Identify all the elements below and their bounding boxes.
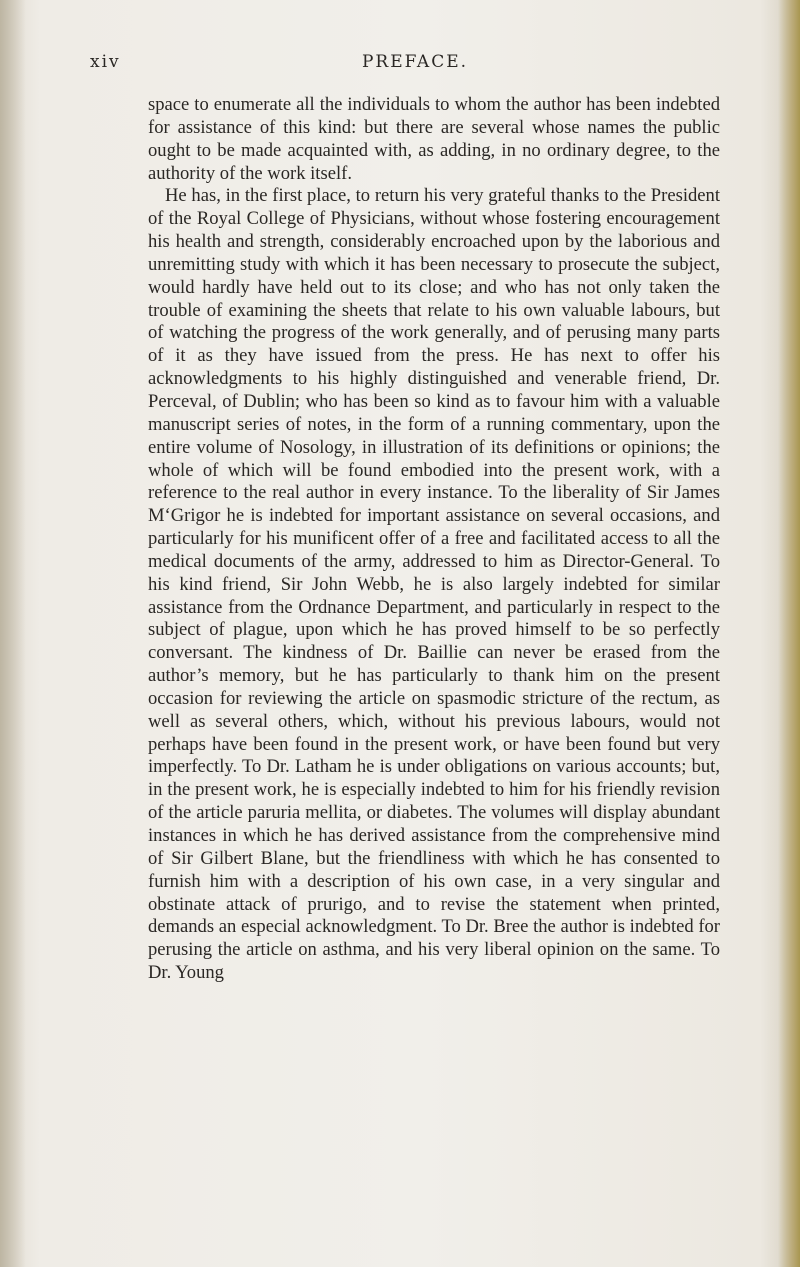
paragraph-acknowledgments: He has, in the first place, to return his very grateful thanks to the President of the Royal College of Physicians, without whose fostering encouragement his health and strength, considerably encroached upon by the laborious and unremitting study with which it has been necessary to prosecute the subject, would hardly have held out to its close; and who has not only taken the trouble of examining the sheets that relate to his own valuable labours, but of watching the progress of the work generally, and of perusing many parts of it as they have issued from the press. He has next to offer his acknowledgments to his highly distinguished and venerable friend, Dr. Perceval, of Dublin; who has been so kind as to favour him with a valuable manuscript series of notes, in the form of a running commentary, upon the entire volume of Nosology, in illustration of its definitions or opinions; the whole of which will be found embodied into the present work, with a reference to the real author in every instance. To the liberality of Sir James M‘Grigor he is indebted for important assistance on several occasions, and particularly for his munificent offer of a free and facilitated access to all the medical documents of the army, addressed to him as Director-General. To his kind friend, Sir John Webb, he is also largely indebted for similar assistance from the Ordnance Department, and particularly in respect to the subject of plague, upon which he has proved himself to be so perfectly conversant. The kindness of Dr. Baillie can never be erased from the author’s memory, but he has particularly to thank him on the present occasion for reviewing the article on spasmodic stricture of the rectum, as well as several others, which, without his previous labours, would not perhaps have been found in the present work, or have been found but very imperfectly. To Dr. Latham he is under obligations on various accounts; but, in the present work, he is especially indebted to him for his friendly revision of the article paruria mellita, or diabetes. The volumes will display abundant instances in which he has derived assistance from the comprehensive mind of Sir Gilbert Blane, but the friendliness with which he has consented to furnish him with a description of his own case, in a very singular and obstinate attack of prurigo, and to revise the statement when printed, demands an especial acknowledgment. To Dr. Bree the author is indebted for perusing the article on asthma, and his very liberal opinion on the same. To Dr. Young — [148, 185, 721, 984]
gutter-shadow — [0, 0, 26, 1267]
paragraph-continued: space to enumerate all the individuals to whom the author has been indebted for assistance of this kind: but there are several whose names the public ought to be made acquainted with, as adding, in no ordinary degree, to the authority of the work itself. — [148, 94, 720, 184]
running-title: PREFACE. — [361, 52, 469, 72]
body-text — [148, 94, 720, 985]
page-header — [90, 52, 740, 76]
page-edge — [778, 0, 800, 1267]
page-number: xiv — [90, 52, 121, 72]
